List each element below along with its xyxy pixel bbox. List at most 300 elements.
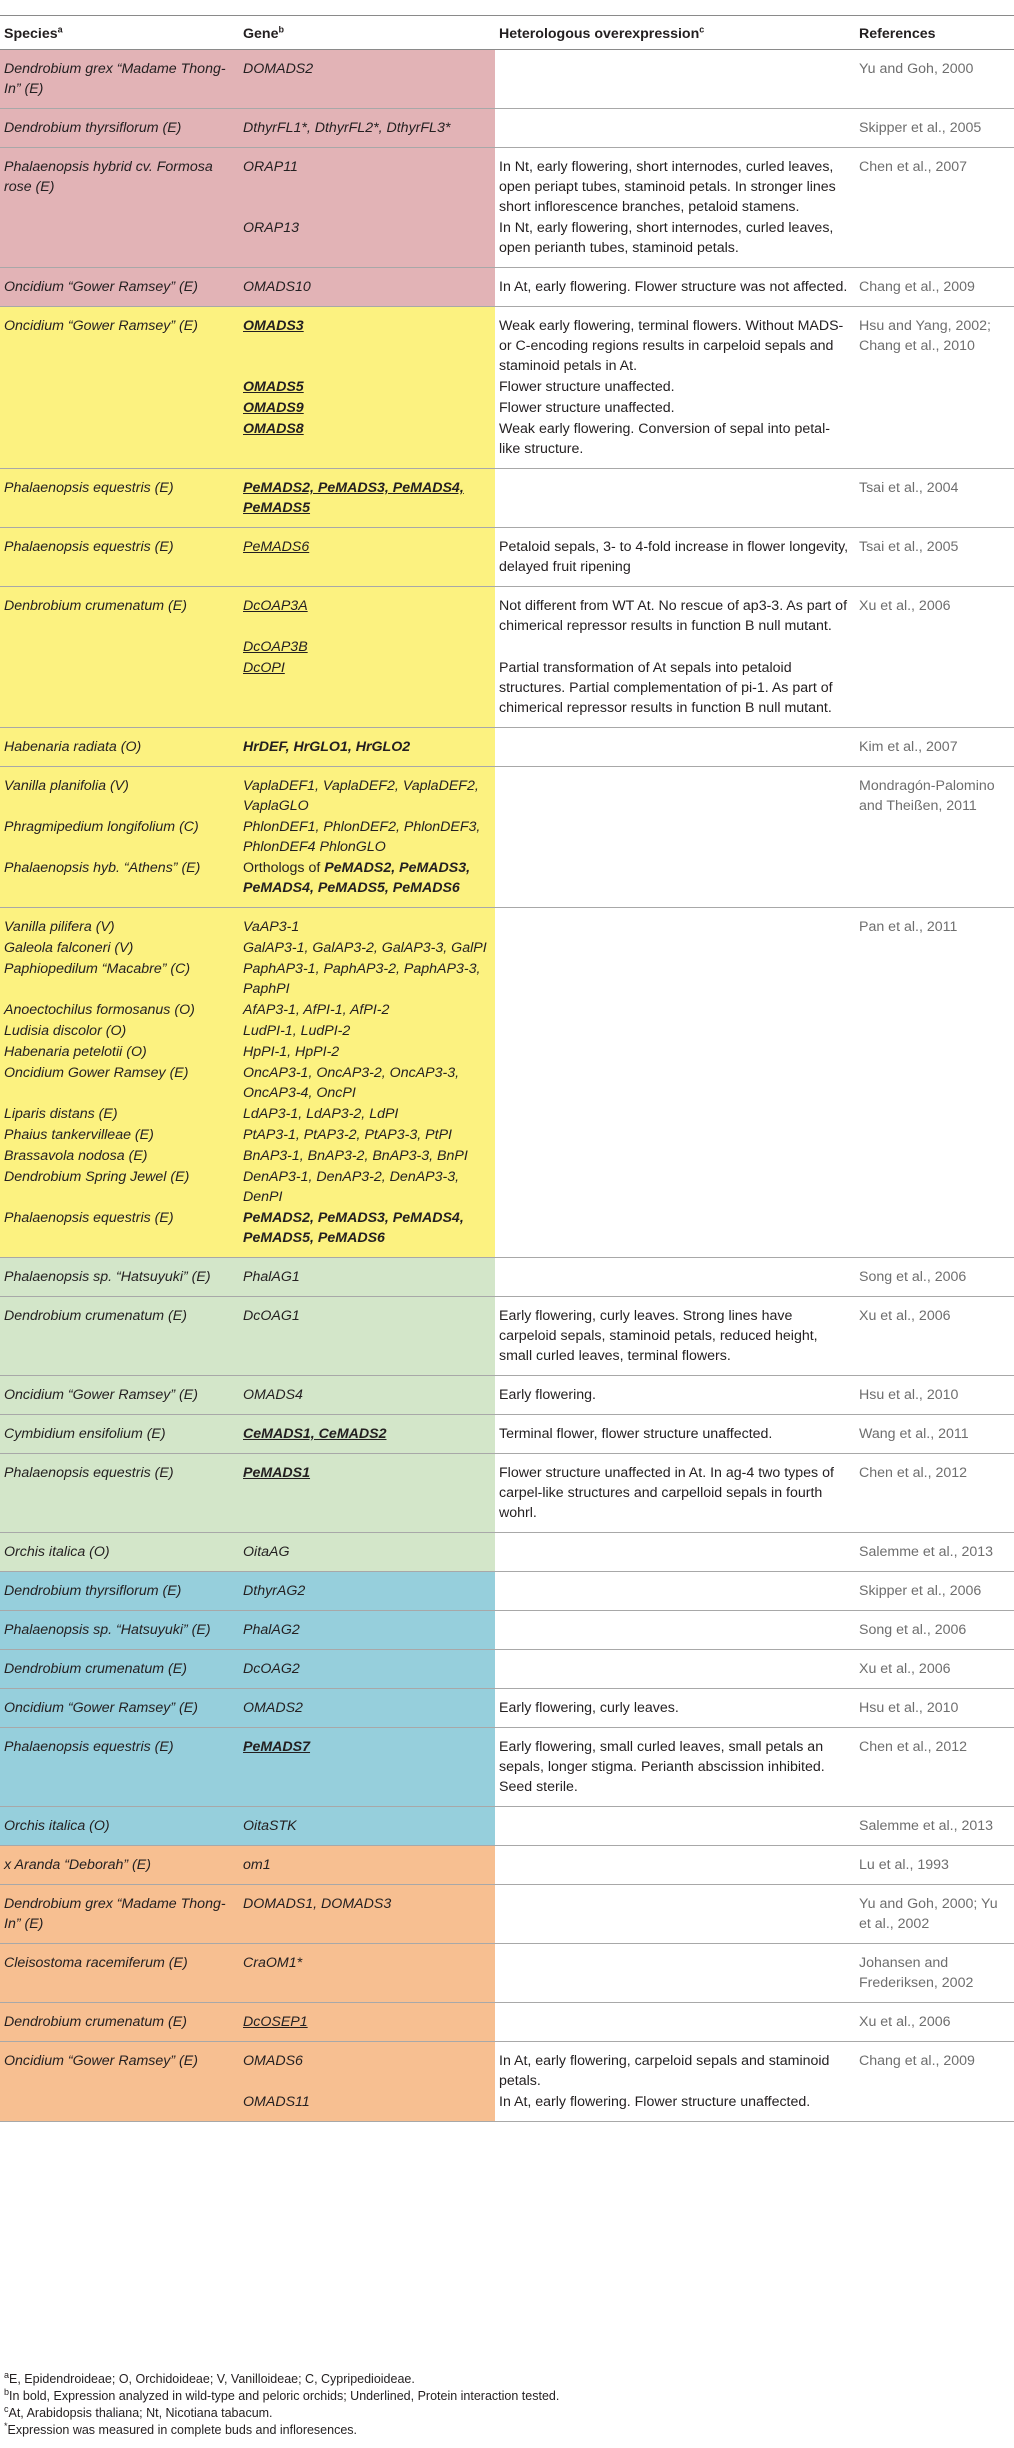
gene-name: OitaSTK [243,1818,297,1834]
footnote-mark: c [4,2403,9,2414]
gene-cell [239,908,495,938]
gene-cell [239,1297,495,1376]
gene-name: DcOPI [243,660,285,676]
footnote-text: In bold, Expression analyzed in wild-type and peloric orchids; Underlined, Protein interaction tested. [9,2389,560,2403]
gene-name: OMADS11 [243,2094,310,2110]
reference-cell [855,217,1014,268]
reference-cell [855,1020,1014,1041]
reference-cell [855,636,1014,657]
reference-cell: Hsu et al., 2010 [855,1376,1014,1415]
header-row [0,16,1014,50]
gene-name: OMADS4 [243,1387,303,1403]
gene-name: OMADS6 [243,2053,303,2069]
species-cell: Habenaria radiata (O) [0,728,239,767]
gene-name: PeMADS2, PeMADS3, PeMADS4, PeMADS5, PeMADS6 [243,1210,464,1246]
overexpression-cell: In At, early flowering. Flower structure was not affected. [495,268,855,307]
header-gene: Gene$^b$ [239,16,495,50]
species-cell [0,418,239,469]
gene-cell [239,1689,495,1728]
gene-cell [239,469,495,528]
species-cell: Phalaenopsis equestris (E) [0,1454,239,1533]
reference-cell: Lu et al., 1993 [855,1846,1014,1885]
reference-cell [855,1145,1014,1166]
overexpression-cell [495,1944,855,2003]
gene-cell [239,1166,495,1207]
species-cell: Dendrobium Spring Jewel (E) [0,1166,239,1207]
overexpression-cell: Terminal flower, flower structure unaffected. [495,1415,855,1454]
species-cell: Dendrobium grex “Madame Thong-In” (E) [0,50,239,109]
species-cell [0,376,239,397]
table-row [0,397,1014,418]
species-cell: Dendrobium crumenatum (E) [0,2003,239,2042]
overexpression-cell [495,908,855,938]
footnote-text: Expression was measured in complete buds and infloresences. [7,2423,358,2437]
species-cell [0,217,239,268]
overexpression-cell [495,1533,855,1572]
reference-cell [855,418,1014,469]
gene-name: PtAP3-1, PtAP3-2, PtAP3-3, PtPI [243,1127,452,1143]
reference-cell [855,1124,1014,1145]
reference-cell [855,958,1014,999]
gene-name: DcOAP3A [243,598,308,614]
reference-cell: Xu et al., 2006 [855,587,1014,637]
footnote [4,2388,559,2405]
gene-cell [239,1376,495,1415]
gene-name: Orthologs of [243,860,325,876]
gene-cell [239,1062,495,1103]
species-cell: Galeola falconeri (V) [0,937,239,958]
reference-cell [855,1062,1014,1103]
gene-cell [239,1207,495,1258]
overexpression-cell [495,999,855,1020]
gene-name: LdAP3-1, LdAP3-2, LdPI [243,1106,399,1122]
gene-name: PeMADS1 [243,1465,311,1481]
orchid-mads-table [0,15,1014,2122]
table-row [0,1728,1014,1807]
overexpression-cell [495,109,855,148]
overexpression-cell: Early flowering, curly leaves. Strong lines have carpeloid sepals, staminoid petals, reduced height, small curled leaves, terminal flowers. [495,1297,855,1376]
gene-cell [239,1611,495,1650]
gene-name: PhlonDEF1, PhlonDEF2, PhlonDEF3, PhlonDEF4 PhlonGLO [243,819,481,855]
reference-cell: Tsai et al., 2005 [855,528,1014,587]
gene-cell [239,1846,495,1885]
reference-cell: Yu and Goh, 2000; Yu et al., 2002 [855,1885,1014,1944]
table-row [0,528,1014,587]
overexpression-cell: Early flowering, curly leaves. [495,1689,855,1728]
gene-name: DenAP3-1, DenAP3-2, DenAP3-3, DenPI [243,1169,460,1205]
footnote [4,2405,559,2422]
gene-cell [239,376,495,397]
table-row [0,999,1014,1020]
table-row [0,1846,1014,1885]
overexpression-cell: Not different from WT At. No rescue of ap3-3. As part of chimerical repressor results in function B null mutant. [495,587,855,637]
overexpression-cell [495,636,855,657]
gene-cell [239,1124,495,1145]
species-cell: Cymbidium ensifolium (E) [0,1415,239,1454]
gene-name: OMADS3 [243,318,304,334]
species-cell: Dendrobium grex “Madame Thong-In” (E) [0,1885,239,1944]
species-cell: Dendrobium crumenatum (E) [0,1297,239,1376]
gene-name: OMADS2 [243,1700,303,1716]
table-row [0,1454,1014,1533]
overexpression-cell: In Nt, early flowering, short internodes, curled leaves, open perianth tubes, staminoid petals. [495,217,855,268]
gene-cell [239,307,495,377]
species-cell: Phalaenopsis equestris (E) [0,1207,239,1258]
overexpression-cell: Flower structure unaffected. [495,376,855,397]
overexpression-cell [495,1166,855,1207]
reference-cell: Hsu et al., 2010 [855,1689,1014,1728]
gene-cell [239,50,495,109]
species-cell: Habenaria petelotii (O) [0,1041,239,1062]
reference-cell: Skipper et al., 2005 [855,109,1014,148]
table-row [0,2042,1014,2092]
overexpression-cell: Early flowering. [495,1376,855,1415]
species-cell [0,397,239,418]
species-cell: Oncidium “Gower Ramsey” (E) [0,1376,239,1415]
reference-cell: Skipper et al., 2006 [855,1572,1014,1611]
species-cell: Phalaenopsis sp. “Hatsuyuki” (E) [0,1611,239,1650]
gene-name: ORAP13 [243,220,299,236]
table-row [0,307,1014,377]
species-cell: Phragmipedium longifolium (C) [0,816,239,857]
header-overexpression: Heterologous overexpression$^c$ [495,16,855,50]
gene-name: PhalAG1 [243,1269,300,1285]
reference-cell: Chen et al., 2007 [855,148,1014,218]
reference-cell: Salemme et al., 2013 [855,1533,1014,1572]
gene-cell [239,1258,495,1297]
footnote-mark: a [4,2369,10,2380]
overexpression-cell [495,1611,855,1650]
gene-cell [239,1145,495,1166]
footnote-mark: b [4,2386,10,2397]
gene-name: DthyrAG2 [243,1583,306,1599]
overexpression-cell [495,1145,855,1166]
overexpression-cell: Flower structure unaffected. [495,397,855,418]
gene-name: DcOAG1 [243,1308,300,1324]
gene-cell [239,1728,495,1807]
species-cell: Phalaenopsis equestris (E) [0,528,239,587]
table-row [0,1207,1014,1258]
species-cell: Oncidium Gower Ramsey (E) [0,1062,239,1103]
overexpression-cell [495,1124,855,1145]
overexpression-cell [495,1062,855,1103]
footnote-text: E, Epidendroideae; O, Orchidoideae; V, Vanilloideae; C, Cypripedioideae. [9,2372,415,2386]
table-row [0,1258,1014,1297]
gene-name: om1 [243,1857,271,1873]
table-row [0,418,1014,469]
table-row [0,2003,1014,2042]
gene-cell [239,528,495,587]
gene-name: PeMADS6 [243,539,310,555]
species-cell: Phaius tankervilleae (E) [0,1124,239,1145]
gene-name: PeMADS2, PeMADS3, PeMADS4, PeMADS5, PeMADS6 [243,860,471,896]
overexpression-cell [495,2003,855,2042]
gene-cell [239,767,495,817]
reference-cell: Xu et al., 2006 [855,1650,1014,1689]
overexpression-cell [495,1807,855,1846]
gene-cell [239,999,495,1020]
gene-name: PeMADS2, PeMADS3, PeMADS4, PeMADS5 [243,480,464,516]
overexpression-cell [495,728,855,767]
gene-cell [239,636,495,657]
gene-cell [239,397,495,418]
reference-cell: Salemme et al., 2013 [855,1807,1014,1846]
species-cell: Dendrobium thyrsiflorum (E) [0,1572,239,1611]
table-row [0,268,1014,307]
gene-cell [239,1807,495,1846]
overexpression-cell: In Nt, early flowering, short internodes, curled leaves, open periapt tubes, staminoid petals. In stronger lines short inflorescence branches, petaloid stamens. [495,148,855,218]
reference-cell [855,999,1014,1020]
gene-name: PaphAP3-1, PaphAP3-2, PaphAP3-3, PaphPI [243,961,481,997]
species-cell: Brassavola nodosa (E) [0,1145,239,1166]
gene-cell [239,958,495,999]
overexpression-cell [495,1041,855,1062]
species-cell: Dendrobium crumenatum (E) [0,1650,239,1689]
gene-name: PeMADS7 [243,1739,311,1755]
species-cell: Phalaenopsis equestris (E) [0,469,239,528]
overexpression-cell [495,1846,855,1885]
reference-cell [855,1041,1014,1062]
reference-cell: Xu et al., 2006 [855,1297,1014,1376]
species-cell: Oncidium “Gower Ramsey” (E) [0,268,239,307]
gene-cell [239,657,495,728]
table-row [0,816,1014,857]
gene-name: DOMADS1, DOMADS3 [243,1896,392,1912]
gene-cell [239,1533,495,1572]
species-cell [0,657,239,728]
header-species: Species$^a$ [0,16,239,50]
table-body [0,50,1014,2122]
gene-cell [239,2042,495,2092]
gene-name: CraOM1* [243,1955,303,1971]
overexpression-cell [495,958,855,999]
table-row [0,376,1014,397]
gene-cell [239,587,495,637]
species-cell: Vanilla pilifera (V) [0,908,239,938]
overexpression-cell [495,1020,855,1041]
reference-cell [855,2091,1014,2122]
table-row [0,857,1014,908]
reference-cell [855,1103,1014,1124]
overexpression-cell: In At, early flowering, carpeloid sepals and staminoid petals. [495,2042,855,2092]
gene-cell [239,418,495,469]
reference-cell: Hsu and Yang, 2002; Chang et al., 2010 [855,307,1014,377]
species-cell: Oncidium “Gower Ramsey” (E) [0,307,239,377]
table-row [0,1145,1014,1166]
overexpression-cell: Weak early flowering, terminal flowers. Without MADS- or C-encoding regions results in carpeloid sepals and staminoid petals in At. [495,307,855,377]
gene-cell [239,1885,495,1944]
reference-cell: Chang et al., 2009 [855,2042,1014,2092]
table-row [0,1885,1014,1944]
gene-cell [239,268,495,307]
gene-cell [239,816,495,857]
header-references: References [855,16,1014,50]
gene-cell [239,728,495,767]
table-row [0,1376,1014,1415]
overexpression-cell [495,1885,855,1944]
table-row [0,958,1014,999]
reference-cell: Chen et al., 2012 [855,1728,1014,1807]
overexpression-cell: Partial transformation of At sepals into petaloid structures. Partial complementation of pi-1. As part of chimerical repressor results in function B null mutant. [495,657,855,728]
overexpression-cell [495,1572,855,1611]
overexpression-cell [495,767,855,817]
gene-name: HrDEF, HrGLO1, HrGLO2 [243,739,411,755]
table-row [0,636,1014,657]
overexpression-cell: Petaloid sepals, 3- to 4-fold increase in flower longevity, delayed fruit ripening [495,528,855,587]
reference-cell [855,857,1014,908]
gene-cell [239,148,495,218]
footnotes [4,2371,559,2439]
gene-name: VaAP3-1 [243,919,300,935]
gene-name: OMADS5 [243,379,304,395]
species-cell: Oncidium “Gower Ramsey” (E) [0,2042,239,2092]
overexpression-cell [495,1103,855,1124]
reference-cell: Chang et al., 2009 [855,268,1014,307]
table-row [0,657,1014,728]
reference-cell [855,376,1014,397]
gene-cell [239,2003,495,2042]
species-cell: Phalaenopsis sp. “Hatsuyuki” (E) [0,1258,239,1297]
reference-cell: Wang et al., 2011 [855,1415,1014,1454]
reference-cell: Song et al., 2006 [855,1258,1014,1297]
overexpression-cell [495,469,855,528]
gene-name: OMADS9 [243,400,304,416]
gene-name: VaplaDEF1, VaplaDEF2, VaplaDEF2, VaplaGLO [243,778,479,814]
species-cell: Orchis italica (O) [0,1807,239,1846]
reference-cell: Pan et al., 2011 [855,908,1014,938]
gene-name: OncAP3-1, OncAP3-2, OncAP3-3, OncAP3-4, OncPI [243,1065,460,1101]
gene-name: CeMADS1, CeMADS2 [243,1426,387,1442]
species-cell: Paphiopedilum “Macabre” (C) [0,958,239,999]
table-row [0,148,1014,218]
overexpression-cell [495,1650,855,1689]
gene-cell [239,1454,495,1533]
table-row [0,1944,1014,2003]
reference-cell: Kim et al., 2007 [855,728,1014,767]
gene-name: BnAP3-1, BnAP3-2, BnAP3-3, BnPI [243,1148,468,1164]
table-row [0,217,1014,268]
table-row [0,1533,1014,1572]
reference-cell: Chen et al., 2012 [855,1454,1014,1533]
overexpression-cell [495,1207,855,1258]
overexpression-cell: Flower structure unaffected in At. In ag-4 two types of carpel-like structures and carpelloid sepals in fourth wohrl. [495,1454,855,1533]
gene-name: AfAP3-1, AfPI-1, AfPI-2 [243,1002,390,1018]
table-row [0,1572,1014,1611]
species-cell: Phalaenopsis equestris (E) [0,1728,239,1807]
overexpression-cell: Early flowering, small curled leaves, small petals an sepals, longer stigma. Perianth abscission inhibited. Seed sterile. [495,1728,855,1807]
species-cell: Denbrobium crumenatum (E) [0,587,239,637]
gene-cell [239,857,495,908]
gene-name: OMADS10 [243,279,311,295]
species-cell: Dendrobium thyrsiflorum (E) [0,109,239,148]
gene-cell [239,1020,495,1041]
gene-name: DOMADS2 [243,61,314,77]
species-cell: Ludisia discolor (O) [0,1020,239,1041]
table-row [0,1650,1014,1689]
reference-cell: Yu and Goh, 2000 [855,50,1014,109]
gene-cell [239,1041,495,1062]
gene-cell [239,937,495,958]
table-row [0,1689,1014,1728]
footnote-text: At, Arabidopsis thaliana; Nt, Nicotiana tabacum. [8,2406,273,2420]
gene-name: HpPI-1, HpPI-2 [243,1044,340,1060]
table-row [0,1807,1014,1846]
overexpression-cell: In At, early flowering. Flower structure unaffected. [495,2091,855,2122]
species-cell: Oncidium “Gower Ramsey” (E) [0,1689,239,1728]
footnote-mark: * [4,2420,8,2431]
reference-cell: Song et al., 2006 [855,1611,1014,1650]
reference-cell [855,397,1014,418]
gene-cell [239,2091,495,2122]
table-row [0,1041,1014,1062]
reference-cell: Tsai et al., 2004 [855,469,1014,528]
reference-cell: Mondragón-Palomino and Theißen, 2011 [855,767,1014,817]
footnote [4,2371,559,2388]
gene-cell [239,109,495,148]
gene-name: OMADS8 [243,421,304,437]
reference-cell [855,1166,1014,1207]
reference-cell [855,816,1014,857]
overexpression-cell [495,1258,855,1297]
species-cell: Anoectochilus formosanus (O) [0,999,239,1020]
gene-cell [239,1572,495,1611]
reference-cell: Xu et al., 2006 [855,2003,1014,2042]
gene-name: PhalAG2 [243,1622,300,1638]
overexpression-cell [495,50,855,109]
table-row [0,908,1014,938]
table-row [0,1103,1014,1124]
table-row [0,1124,1014,1145]
table-row [0,50,1014,109]
gene-name: DcOAG2 [243,1661,300,1677]
gene-name: OitaAG [243,1544,290,1560]
reference-cell [855,937,1014,958]
table-row [0,587,1014,637]
species-cell: Liparis distans (E) [0,1103,239,1124]
table-row [0,1297,1014,1376]
gene-cell [239,1415,495,1454]
gene-cell [239,217,495,268]
reference-cell [855,1207,1014,1258]
overexpression-cell [495,857,855,908]
reference-cell [855,657,1014,728]
overexpression-cell [495,937,855,958]
table-row [0,109,1014,148]
gene-cell [239,1650,495,1689]
species-cell: Cleisostoma racemiferum (E) [0,1944,239,2003]
table-row [0,1062,1014,1103]
reference-cell: Johansen and Frederiksen, 2002 [855,1944,1014,2003]
gene-name: DcOSEP1 [243,2014,308,2030]
species-cell [0,636,239,657]
gene-cell [239,1103,495,1124]
gene-cell [239,1944,495,2003]
species-cell: Phalaenopsis hyb. “Athens” (E) [0,857,239,908]
table-row [0,767,1014,817]
overexpression-cell: Weak early flowering. Conversion of sepal into petal-like structure. [495,418,855,469]
gene-name: DcOAP3B [243,639,308,655]
table-row [0,728,1014,767]
gene-name: DthyrFL1*, DthyrFL2*, DthyrFL3* [243,120,451,136]
table-row [0,469,1014,528]
table-row [0,1166,1014,1207]
table-row [0,1611,1014,1650]
table-row [0,1020,1014,1041]
species-cell: Vanilla planifolia (V) [0,767,239,817]
overexpression-cell [495,816,855,857]
table-row [0,2091,1014,2122]
gene-name: LudPI-1, LudPI-2 [243,1023,351,1039]
